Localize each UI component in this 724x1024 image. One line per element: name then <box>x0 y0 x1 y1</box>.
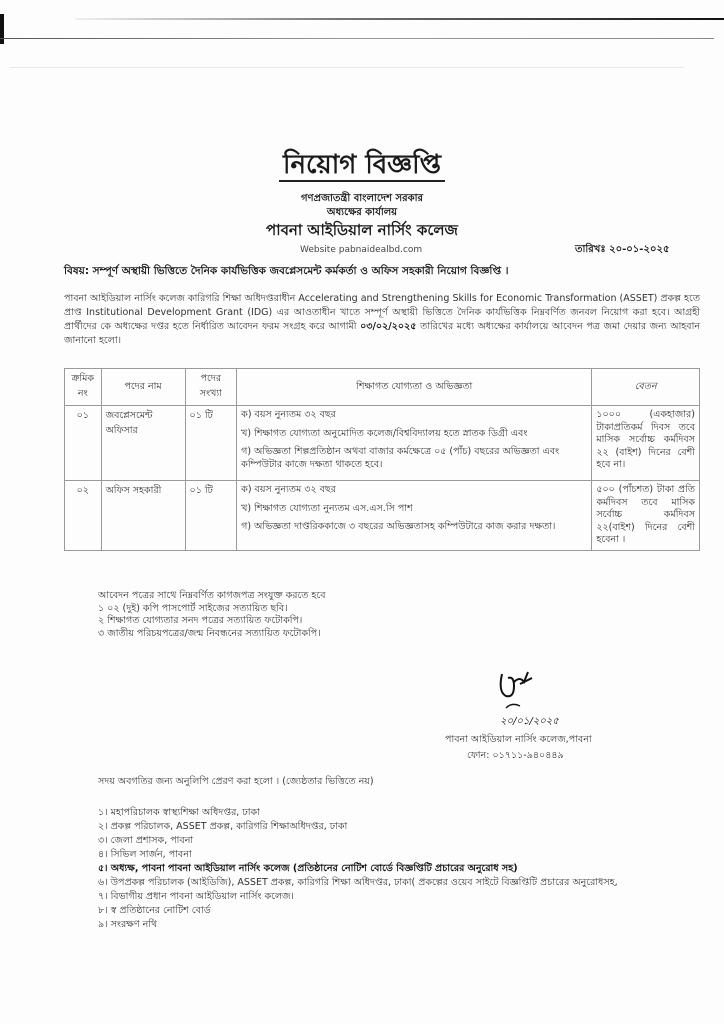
signer-phone: ফোন: ০১৭১১-৯৪০৪৪৯ <box>467 750 564 761</box>
header-count: পদের সংখ্যা <box>185 369 237 406</box>
header-salary: বেতন <box>592 369 700 406</box>
copy-recipient: ৭। বিভাগীয় প্রধান পাবনা আইডিয়াল নার্সিং কলেজ। <box>98 891 294 902</box>
copy-recipient: ২। প্রকল্প পরিচালক, ASSET প্রকল্প, কারিগরি শিক্ষাঅধিদপ্তর, ঢাকা <box>98 821 348 832</box>
attachment-item: ৩ জাতীয় পরিচয়পত্রের/জন্ম নিবন্ধনের সত্যায়িত ফটোকপি। <box>98 627 321 639</box>
notice-date: তারিখঃ ২০-০১-২০২৫ <box>575 244 670 255</box>
scan-artifact-line <box>10 67 684 68</box>
qualification-item: খ) শিক্ষাগত যোগ্যতা নুন্যতম এস.এস.সি পাশ <box>241 502 413 514</box>
row-salary: ১০০০ (একহাজার) টাকাপ্রতিকর্ম দিবস তবে মাসিক সর্বোচ্চ কর্মদিবস ২২ (বাইশ) দিনের বেশী হবে না। <box>592 406 700 481</box>
row-post: অফিস সহকারী <box>101 481 185 551</box>
scan-edge-mark <box>0 14 4 44</box>
table-header-row <box>65 369 700 406</box>
application-deadline: ০৩/০২/২০২৫ <box>360 321 417 332</box>
header-qualification: শিক্ষাগত যোগ্যতা ও অভিজ্ঞতা <box>237 369 592 406</box>
row-count: ০১ টি <box>185 406 237 481</box>
row-post: জবপ্লেসমেন্ট অফিসার <box>101 406 185 481</box>
signer-institution: পাবনা আইডিয়াল নার্সিং কলেজ,পাবনা <box>445 734 592 745</box>
notice-body <box>64 292 700 348</box>
attachments-intro: আবেদন পত্রের সাথে নিম্নবর্ণিত কাগজপত্র সংযুক্ত করতে হবে <box>98 590 326 601</box>
qualification-item: গ) অভিজ্ঞতা শিল্পপ্রতিষ্ঠান অথবা বাজার কর্মক্ষেত্রে ০৫ (পাঁচ) বছরের অভিজ্ঞতা এবং কম্পিউটার কাজে দক্ষতা থাকতে হবে। <box>241 446 560 470</box>
table-row <box>65 481 700 551</box>
header-serial: ক্রমিক নং <box>65 369 102 406</box>
copy-recipient: ৬। উপপ্রকল্প পরিচালক (আইডিজি), ASSET প্রকল্প, কারিগরি শিক্ষা অধিদপ্তর, ঢাকা( প্রকল্পের ওয়েব সাইটে বিজ্ঞপ্তিটি প্রচারের অনুরোধসহ, <box>98 877 618 888</box>
qualification-item: খ) শিক্ষাগত যোগ্যতা অনুমোদিত কলেজ/বিশ্ববিদ্যালয় হতে স্নাতক ডিগ্রী এবং <box>241 427 528 439</box>
row-serial: ০১ <box>65 406 102 481</box>
scan-artifact-line <box>0 38 714 39</box>
handwritten-signature <box>480 664 590 716</box>
copy-recipient: ১। মহাপরিচালক স্বাস্থ্যশিক্ষা অধিদপ্তর, ঢাকা <box>98 807 260 818</box>
qualification-item: ক) বয়স নুন্যতম ৩২ বছর <box>241 484 336 495</box>
govt-header: গণপ্রজাতন্ত্রী বাংলাদেশ সরকার <box>301 193 423 204</box>
website: Website pabnaidealbd.com <box>300 245 423 255</box>
copy-list <box>98 806 698 932</box>
institution-name: পাবনা আইডিয়াল নার্সিং কলেজ <box>266 221 458 239</box>
attachment-item: ২ শিক্ষাগত যোগ্যতার সনদ পত্রের সত্যায়িত ফটোকপি। <box>98 615 303 626</box>
header-post: পদের নাম <box>101 369 185 406</box>
qualification-item: গ) অভিজ্ঞতা দাপ্তরিককাজে ৩ বছরের অভিজ্ঞতাসহ কম্পিউটারে কাজ করার দক্ষতা। <box>241 521 556 532</box>
body-text-part2: তারিখের মধ্যে অধ্যক্ষের কার্যালয়ে আবেদন পত্র জমা দেয়ার জন্য আহবান জানানো হলো। <box>64 321 700 346</box>
office-header: অধ্যক্ষের কার্যালয় <box>326 207 398 218</box>
signature-date: ২০/০১/২০২৫ <box>500 716 559 727</box>
row-qualifications <box>237 406 592 481</box>
notice-subject: বিষয়: সম্পূর্ণ অস্থায়ী ভিত্তিতে দৈনিক কার্যভিত্তিক জবপ্লেসমেন্ট কর্মকর্তা ও অফিস সহকারী নিয়োগ বিজ্ঞপ্তি । <box>64 265 509 277</box>
notice-title <box>0 148 724 182</box>
row-salary: ৫০০ (পাঁচশত) টাকা প্রতি কর্মদিবস তবে মাসিক সর্বোচ্চ কর্মদিবস ২২(বাইশ) দিনের বেশী হবেনা । <box>592 481 700 551</box>
row-count: ০১ টি <box>185 481 237 551</box>
attachment-item: ১ ০২ (দুই) কপি পাসপোর্ট সাইজের সত্যায়িত ছবি। <box>98 602 288 614</box>
job-table <box>64 368 700 551</box>
copy-recipient: ৫। অধ্যক্ষ, পাবনা পাবনা আইডিয়াল নার্সিং কলেজ (প্রতিষ্ঠানের নোটিশ বোর্ডে বিজ্ঞপ্তিটি প্রচারের অনুরোধ সহ) <box>98 863 518 874</box>
row-qualifications <box>237 481 592 551</box>
qualification-item: ক) বয়স নুন্যতম ৩২ বছর <box>241 409 336 420</box>
copy-recipient: ৮। স্ব প্রতিষ্ঠানের নোটিশ বোর্ড <box>98 905 211 916</box>
copy-recipient: ৩। জেলা প্রশাসক, পাবনা <box>98 835 194 846</box>
scan-artifact-line <box>75 18 724 20</box>
notice-title-text: নিয়োগ বিজ্ঞপ্তি <box>279 150 445 182</box>
copy-recipient: ৪। সিভিল সার্জন, পাবনা <box>98 849 192 860</box>
copy-recipient: ৯। সংরক্ষণ নথি <box>98 919 158 930</box>
table-row <box>65 406 700 481</box>
body-text-part1: পাবনা আইডিয়াল নার্সিং কলেজ কারিগরি শিক্ষা অধিদপ্তরাধীন Accelerating and Strengthening Skills for Economic Transformation (ASSET) প্রকল্প হতে প্রাপ্ত Institutional Development Grant (IDG) এর আওতাধীন খাতে সম্পূর্ণ অস্থায়ী ভিত্তিতে দৈনিক কার্যভিত্তিক নিম্নবর্ণিত জনবল নিয়োগ করা হবে। আগ্রহী প্রার্থীদের কে অধ্যক্ষের দপ্তর হতে নির্ধারিত আবেদন ফরম সংগ্রহ করে আগামী <box>64 293 700 332</box>
row-serial: ০২ <box>65 481 102 551</box>
copy-intro: সদয় অবগতির জন্য অনুলিপি প্রেরণ করা হলো । (জ্যেষ্ঠতার ভিত্তিতে নয়) <box>98 776 374 787</box>
attachments-section <box>98 590 326 640</box>
